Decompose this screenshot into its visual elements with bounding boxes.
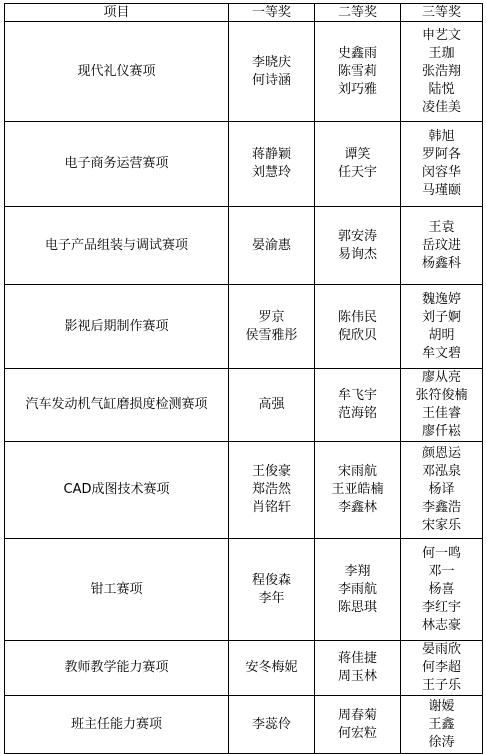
winner-name: 李鑫浩 xyxy=(421,500,461,515)
winner-list xyxy=(401,291,482,363)
second-prize-cell xyxy=(315,369,401,442)
table-row xyxy=(5,539,483,641)
winner-name: 何一鸣 xyxy=(421,545,461,561)
winner-name: 牟飞宇 xyxy=(337,388,377,403)
second-prize-cell xyxy=(315,641,401,696)
winner-name: 颜恩运 xyxy=(421,446,461,461)
winner-name: 周春菊 xyxy=(337,707,377,723)
winner-list xyxy=(401,219,482,273)
winner-name: 蒋静颖 xyxy=(251,147,291,162)
winner-name: 易询杰 xyxy=(337,246,377,262)
winner-name: 郭安涛 xyxy=(337,228,377,244)
winner-name: 王袁 xyxy=(428,219,455,235)
first-prize-cell xyxy=(229,539,315,641)
first-prize-cell xyxy=(229,122,315,207)
first-prize-cell xyxy=(229,696,315,754)
second-prize-cell xyxy=(315,696,401,754)
winner-list xyxy=(315,146,400,182)
winner-list xyxy=(229,659,314,677)
third-prize-cell xyxy=(401,122,483,207)
winner-name: 马瑾颐 xyxy=(421,183,461,198)
winner-name: 程俊森 xyxy=(251,572,291,588)
winner-name: 刘巧雅 xyxy=(337,81,377,97)
winner-name: 邓泓泉 xyxy=(421,464,461,479)
winner-name: 何诗涵 xyxy=(251,72,291,88)
third-prize-cell xyxy=(401,442,483,539)
winner-name: 牟文碧 xyxy=(421,345,461,361)
winner-list xyxy=(401,445,482,535)
event-name-cell: 教师教学能力赛项 xyxy=(5,641,229,696)
winner-list xyxy=(315,387,400,423)
table-row xyxy=(5,22,483,122)
winner-name: 肖铭轩 xyxy=(251,500,291,515)
event-name-cell: 影视后期制作赛项 xyxy=(5,285,229,369)
winner-list xyxy=(229,716,314,734)
table-row xyxy=(5,122,483,207)
winner-list xyxy=(229,54,314,90)
winner-name: 廖从亮 xyxy=(421,370,461,385)
winner-name: 郑浩然 xyxy=(251,482,291,497)
third-prize-cell xyxy=(401,641,483,696)
winner-name: 李翔 xyxy=(344,563,371,579)
winner-name: 廖仟崧 xyxy=(421,424,461,439)
winner-name: 蒋佳捷 xyxy=(337,651,377,666)
winner-name: 王佳睿 xyxy=(421,406,461,421)
header-row xyxy=(5,4,483,22)
awards-table xyxy=(4,3,483,754)
winner-list xyxy=(315,228,400,264)
first-prize-cell xyxy=(229,22,315,122)
winner-list xyxy=(315,707,400,743)
winner-list xyxy=(401,641,482,695)
table-row xyxy=(5,442,483,539)
table-row xyxy=(5,696,483,754)
second-prize-cell xyxy=(315,207,401,285)
winner-name: 何宏粒 xyxy=(337,725,377,741)
header-first-prize: 一等奖 xyxy=(229,4,315,22)
second-prize-cell xyxy=(315,22,401,122)
winner-name: 任天宇 xyxy=(337,165,377,180)
winner-name: 李蕊伶 xyxy=(251,716,291,732)
header-event: 项目 xyxy=(5,4,229,22)
winner-name: 凌佳美 xyxy=(421,99,461,115)
third-prize-cell xyxy=(401,696,483,754)
winner-list xyxy=(229,309,314,345)
winner-name: 杨喜 xyxy=(428,581,455,597)
winner-list xyxy=(315,463,400,517)
winner-list xyxy=(401,27,482,117)
first-prize-cell xyxy=(229,207,315,285)
winner-name: 王子乐 xyxy=(421,678,461,693)
event-name-cell: 电子商务运营赛项 xyxy=(5,122,229,207)
winner-name: 谭笑 xyxy=(344,147,371,162)
winner-name: 陆悦 xyxy=(428,81,455,97)
first-prize-cell xyxy=(229,369,315,442)
winner-name: 林志豪 xyxy=(421,617,461,633)
winner-name: 安冬梅妮 xyxy=(245,660,298,675)
winner-list xyxy=(401,698,482,752)
winner-name: 李红宇 xyxy=(421,599,461,615)
header-second-prize: 二等奖 xyxy=(315,4,401,22)
second-prize-cell xyxy=(315,539,401,641)
winner-name: 徐涛 xyxy=(428,734,455,750)
winner-name: 晏渝惠 xyxy=(251,237,291,253)
winner-name: 陈思琪 xyxy=(337,599,377,615)
first-prize-cell xyxy=(229,641,315,696)
winner-name: 李晓庆 xyxy=(251,54,291,70)
winner-list xyxy=(401,369,482,441)
event-name-cell: 现代礼仪赛项 xyxy=(5,22,229,122)
event-name-cell: 电子产品组装与调试赛项 xyxy=(5,207,229,285)
winner-name: 李雨航 xyxy=(337,581,377,597)
winner-name: 王俊豪 xyxy=(251,464,291,479)
winner-name: 申艺文 xyxy=(421,27,461,43)
winner-name: 何李超 xyxy=(421,660,461,675)
winner-name: 周玉林 xyxy=(337,669,377,684)
third-prize-cell xyxy=(401,539,483,641)
second-prize-cell xyxy=(315,285,401,369)
winner-name: 闵容华 xyxy=(421,165,461,180)
third-prize-cell xyxy=(401,369,483,442)
event-name-cell: 班主任能力赛项 xyxy=(5,696,229,754)
winner-name: 谢嫒 xyxy=(428,698,455,714)
winner-name: 刘慧玲 xyxy=(251,165,291,180)
table-row xyxy=(5,285,483,369)
winner-list xyxy=(229,146,314,182)
winner-list xyxy=(229,396,314,414)
winner-name: 罗阿各 xyxy=(421,147,461,162)
winner-list xyxy=(229,237,314,255)
third-prize-cell xyxy=(401,207,483,285)
winner-name: 李鑫林 xyxy=(337,500,377,515)
second-prize-cell xyxy=(315,122,401,207)
winner-name: 刘子婀 xyxy=(421,309,461,325)
winner-name: 王珈 xyxy=(428,45,455,61)
winner-name: 魏逸婷 xyxy=(421,291,461,307)
winner-list xyxy=(401,128,482,200)
winner-name: 韩旭 xyxy=(428,129,455,144)
winner-name: 侯雪雅彤 xyxy=(245,327,298,343)
header-third-prize: 三等奖 xyxy=(401,4,483,22)
winner-name: 罗京 xyxy=(258,309,285,325)
table-row xyxy=(5,207,483,285)
winner-name: 范海铭 xyxy=(337,406,377,421)
winner-list xyxy=(315,309,400,345)
winner-name: 倪欣贝 xyxy=(337,327,377,343)
winner-name: 王鑫 xyxy=(428,716,455,732)
third-prize-cell xyxy=(401,285,483,369)
winner-list xyxy=(315,650,400,686)
event-name-cell: 汽车发动机气缸磨损度检测赛项 xyxy=(5,369,229,442)
first-prize-cell xyxy=(229,442,315,539)
winner-name: 杨鑫科 xyxy=(421,255,461,271)
winner-name: 张符俊楠 xyxy=(415,388,468,403)
winner-name: 宋家乐 xyxy=(421,518,461,533)
third-prize-cell xyxy=(401,22,483,122)
event-name-cell: CAD成图技术赛项 xyxy=(5,442,229,539)
winner-list xyxy=(401,545,482,635)
second-prize-cell xyxy=(315,442,401,539)
winner-list xyxy=(315,563,400,617)
winner-name: 高强 xyxy=(258,397,285,412)
winner-name: 张浩翔 xyxy=(421,63,461,79)
table-row xyxy=(5,641,483,696)
winner-name: 胡明 xyxy=(428,327,455,343)
winner-name: 宋雨航 xyxy=(337,464,377,479)
winner-name: 史鑫雨 xyxy=(337,45,377,61)
winner-list xyxy=(315,45,400,99)
winner-name: 邓一 xyxy=(428,563,455,579)
table-row xyxy=(5,369,483,442)
winner-name: 杨译 xyxy=(428,482,455,497)
event-name-cell: 钳工赛项 xyxy=(5,539,229,641)
winner-name: 陈伟民 xyxy=(337,309,377,325)
winner-list xyxy=(229,572,314,608)
first-prize-cell xyxy=(229,285,315,369)
winner-name: 晏雨欣 xyxy=(421,642,461,657)
winner-name: 岳玟进 xyxy=(421,237,461,253)
winner-list xyxy=(229,463,314,517)
winner-name: 陈雪莉 xyxy=(337,63,377,79)
winner-name: 李年 xyxy=(258,590,285,606)
winner-name: 王亚皓楠 xyxy=(331,482,384,497)
